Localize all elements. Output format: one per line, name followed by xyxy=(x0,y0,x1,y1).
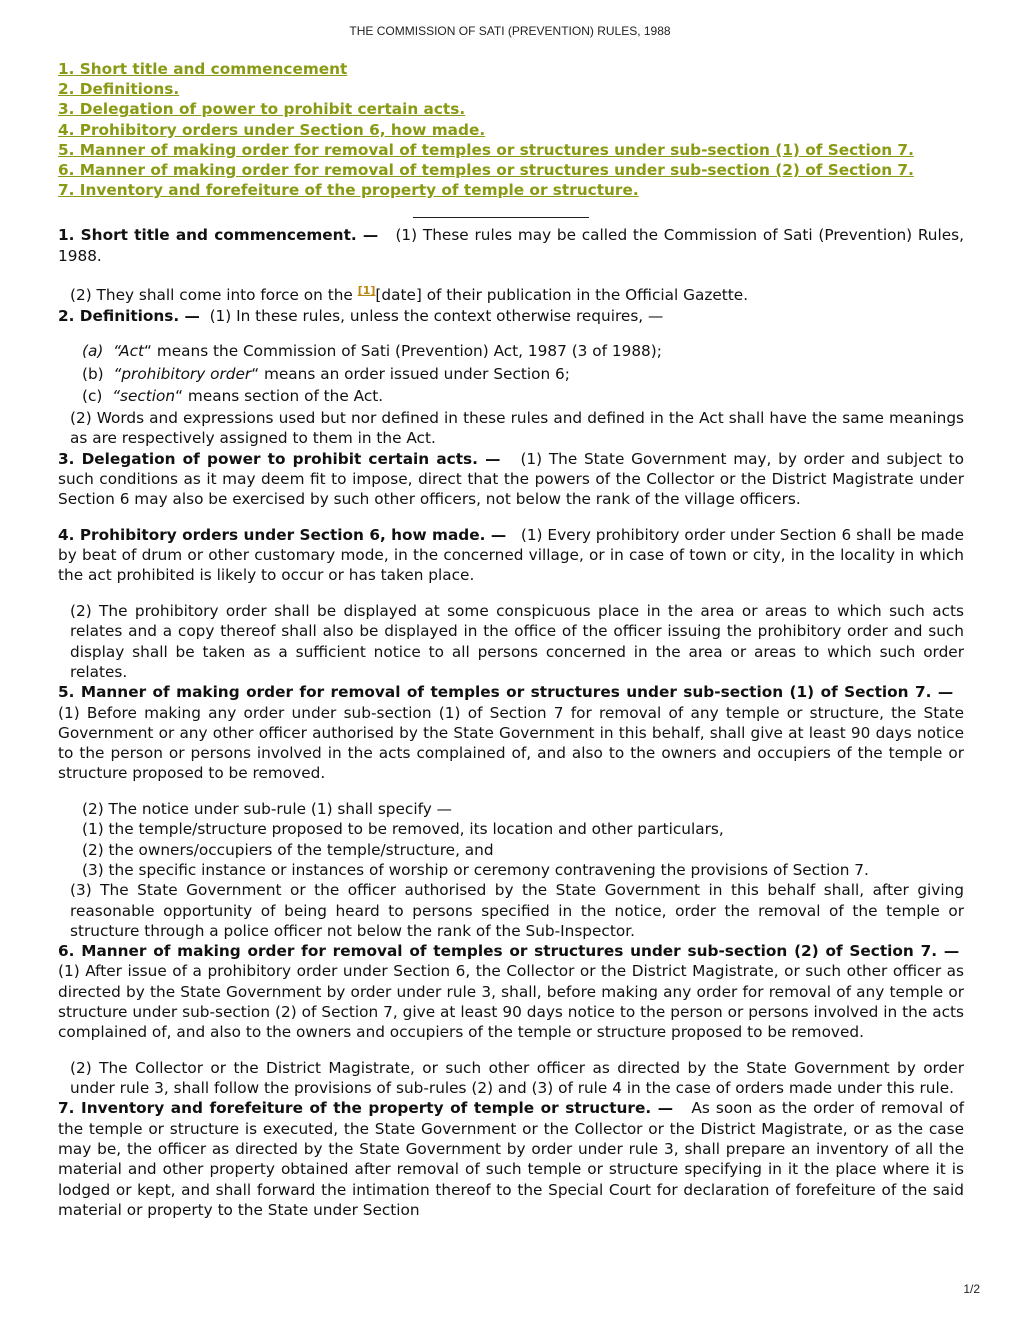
definition-text-c: “ means section of the Act. xyxy=(175,386,384,405)
section-1 xyxy=(58,225,964,305)
definition-label-b: (b) xyxy=(82,364,104,383)
section-7-text: As soon as the order of removal of the temple or structure is executed, the State Government or the Collector or the District Magistrate, or as the case may be, the officer as directed by the State Government by order under rule 3, shall prepare an inventory of all the material and other property obtained after removal of such temple or structure specifying in it the place where it is lodged or kept, and shall forward the intimation thereof to the Special Court for declaration of forefeiture of the said material or property to the State under Section xyxy=(58,1099,964,1219)
section-1-para-2-text: (2) They shall come into force on the xyxy=(70,286,353,305)
toc-link-1[interactable]: 1. Short title and commencement xyxy=(58,60,348,78)
toc-link-5[interactable]: 5. Manner of making order for removal of temples or structures under sub-section (1) of Section 7. xyxy=(58,140,914,159)
toc-link-4[interactable]: 4. Prohibitory orders under Section 6, how made. xyxy=(58,120,486,139)
definition-item-b xyxy=(82,364,964,384)
document-body xyxy=(58,59,964,1236)
section-6-text: (1) After issue of a prohibitory order under Section 6, the Collector or the District Magistrate, or such other officer as directed by the State Government by order under rule 3, shall, before making any order for removal of any temple or structure under sub-section (2) of Section 7, give at least 90 days notice to the person or persons involved in the acts complained of, and also to the owners and occupiers of the temple or structure proposed to be removed. xyxy=(58,962,964,1042)
section-5-item-1: (1) the temple/structure proposed to be removed, its location and other particulars, xyxy=(82,820,724,839)
section-1-para-2-tail: [date] of their publication in the Official Gazette. xyxy=(375,286,749,305)
definition-term-section: “section xyxy=(112,386,176,405)
toc-link-2[interactable]: 2. Definitions. xyxy=(58,80,180,99)
section-6-heading: 6. Manner of making order for removal of temples or structures under sub-section (2) of Section 7. — xyxy=(58,942,960,961)
separator-line xyxy=(413,217,589,218)
definition-text-a: “ means the Commission of Sati (Prevention) Act, 1987 (3 of 1988); xyxy=(144,342,662,361)
section-4 xyxy=(58,525,964,682)
table-of-contents xyxy=(58,59,964,200)
section-5-para-2: (2) The notice under sub-rule (1) shall specify — xyxy=(82,800,452,819)
definition-item-a xyxy=(82,341,964,361)
section-5-text: (1) Before making any order under sub-section (1) of Section 7 for removal of any temple or structure, the State Government or any other officer authorised by the State Government in this behalf, shall give at least 90 days notice to the person or persons involved in the acts complained of, and also to the owners and occupiers of the temple or structure proposed to be removed. xyxy=(58,703,964,783)
section-4-para-2: (2) The prohibitory order shall be displayed at some conspicuous place in the area or areas to which such acts relates and a copy thereof shall also be displayed in the office of the officer issuing the prohibitory order and such display shall be taken as a sufficient notice to all persons concerned in the area or areas to which such order relates. xyxy=(70,602,964,681)
toc-link-6[interactable]: 6. Manner of making order for removal of temples or structures under sub-section (2) of Section 7. xyxy=(58,161,914,180)
section-2-heading: 2. Definitions. — xyxy=(58,306,200,325)
section-3-heading: 3. Delegation of power to prohibit certain acts. — xyxy=(58,449,501,468)
section-6 xyxy=(58,941,964,1098)
definition-label-a: (a) xyxy=(82,342,104,361)
section-2-text: (1) In these rules, unless the context otherwise requires, — xyxy=(209,306,664,325)
section-2 xyxy=(58,306,964,449)
section-5-item-3: (3) the specific instance or instances of worship or ceremony contravening the provisions of Section 7. xyxy=(82,860,869,879)
section-5-para-3: (3) The State Government or the officer authorised by the State Government in this behalf shall, after giving reasonable opportunity of being heard to persons specified in the notice, order the removal of the temple or structure through a police officer not below the rank of the Sub-Inspector. xyxy=(70,881,964,940)
section-2-para-2: (2) Words and expressions used but nor defined in these rules and defined in the Act shall have the same meanings as are respectively assigned to them in the Act. xyxy=(70,409,964,448)
section-1-para-2 xyxy=(58,281,964,305)
section-1-heading: 1. Short title and commencement. — xyxy=(58,226,379,245)
footnote-link-1[interactable]: [1] xyxy=(357,284,376,298)
definition-item-c xyxy=(82,386,964,406)
section-4-text: (1) Every prohibitory order under Section 6 shall be made by beat of drum or other customary mode, in the concerned village, or in case of town or city, in the locality in which the act prohibited is likely to occur or has taken place. xyxy=(58,525,964,585)
definition-label-c: (c) xyxy=(82,386,103,405)
section-4-heading: 4. Prohibitory orders under Section 6, how made. — xyxy=(58,525,507,544)
section-7 xyxy=(58,1098,964,1220)
definition-text-b: “ means an order issued under Section 6; xyxy=(251,364,570,383)
definition-term-act: “Act xyxy=(113,342,145,361)
running-header: THE COMMISSION OF SATI (PREVENTION) RULES, 1988 xyxy=(349,24,671,38)
section-5-item-2: (2) the owners/occupiers of the temple/structure, and xyxy=(82,840,494,859)
section-1-text: (1) These rules may be called the Commission of Sati (Prevention) Rules, 1988. xyxy=(58,226,964,265)
section-5-heading: 5. Manner of making order for removal of temples or structures under sub-section (1) of Section 7. — xyxy=(58,683,954,702)
section-3-text: (1) The State Government may, by order and subject to such conditions as it may deem fit to impose, direct that the powers of the Collector or the District Magistrate under Section 6 may also be exercised by such other officers, not below the rank of the village officers. xyxy=(58,449,964,509)
section-5 xyxy=(58,682,964,941)
section-6-para-2: (2) The Collector or the District Magistrate, or such other officer as directed by the State Government by order under rule 3, shall follow the provisions of sub-rules (2) and (3) of rule 4 in the case of orders made under this rule. xyxy=(70,1058,964,1098)
toc-link-7[interactable]: 7. Inventory and forefeiture of the property of temple or structure. xyxy=(58,181,639,200)
page-number: 1/2 xyxy=(963,1282,980,1296)
definition-term-prohibitory-order: “prohibitory order xyxy=(113,364,252,383)
toc-link-3[interactable]: 3. Delegation of power to prohibit certain acts. xyxy=(58,100,466,119)
section-3 xyxy=(58,449,964,510)
section-7-heading: 7. Inventory and forefeiture of the property of temple or structure. — xyxy=(58,1099,674,1118)
